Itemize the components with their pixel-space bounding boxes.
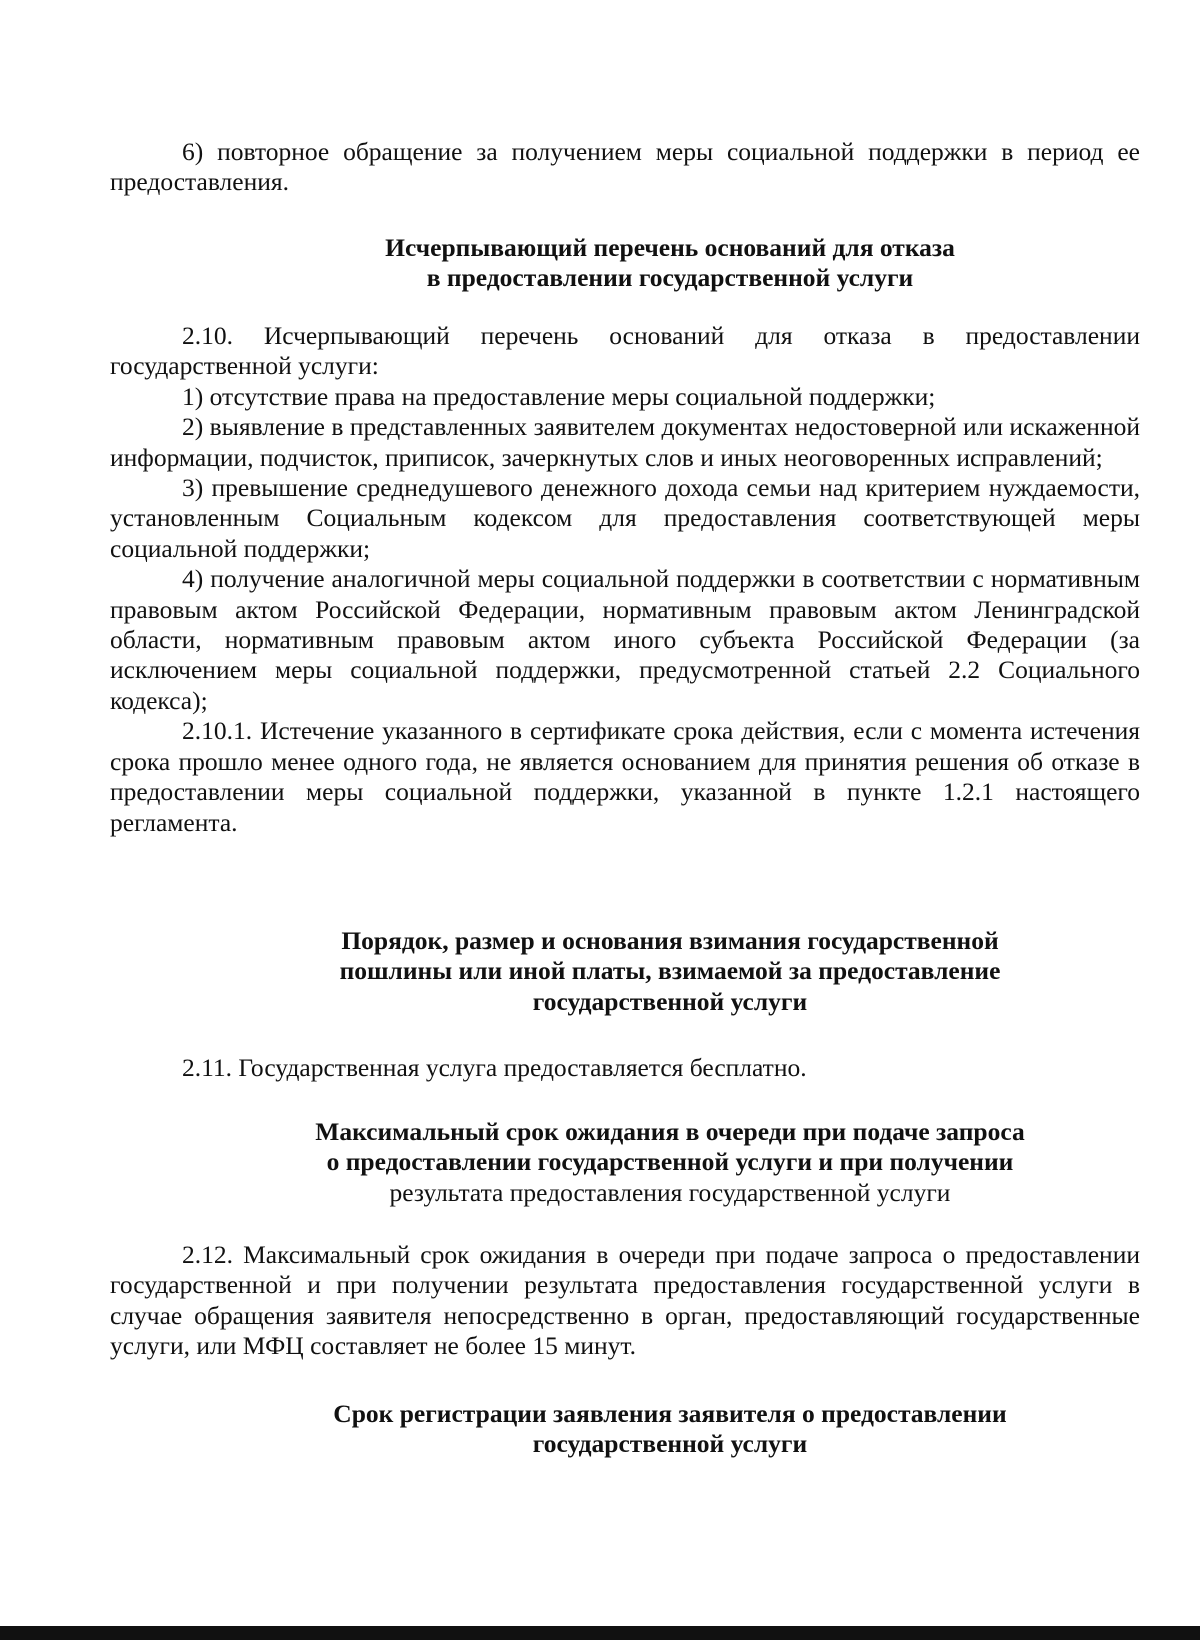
heading-refusal <box>110 233 1200 294</box>
heading-fee-line1: Порядок, размер и основания взимания государственной <box>341 926 999 955</box>
section-2-10-intro: 2.10. Исчерпывающий перечень оснований для отказа в предоставлении государственной услуги: <box>110 321 1140 381</box>
paragraph-6: 6) повторное обращение за получением меры социальной поддержки в период ее предоставления. <box>110 137 1140 197</box>
heading-queue <box>110 1117 1200 1208</box>
heading-fee <box>110 926 1200 1017</box>
heading-fee-line3: государственной услуги <box>532 986 808 1016</box>
section-2-10-item4: 4) получение аналогичной меры социальной поддержки в соответствии с нормативным правовым актом Российской Федерации, нормативным правовым актом Ленинградской области, нормативным правовым актом иного субъекта Российской Федерации (за исключением меры социальной поддержки, предусмотренной статьей 2.2 Социального кодекса); <box>110 564 1140 715</box>
section-2-11: 2.11. Государственная услуга предоставляется бесплатно. <box>182 1053 807 1082</box>
heading-registration-line2: государственной услуги <box>532 1429 808 1459</box>
heading-registration <box>110 1399 1200 1460</box>
section-2-10-item1: 1) отсутствие права на предоставление меры социальной поддержки; <box>182 381 936 411</box>
heading-queue-line1: Максимальный срок ожидания в очереди при подаче запроса <box>315 1117 1025 1146</box>
section-2-10-1: 2.10.1. Истечение указанного в сертификате срока действия, если с момента истечения срока прошло менее одного года, не является основанием для принятия решения об отказе в предоставлении меры социальной поддержки, указанной в пункте 1.2.1 настоящего регламента. <box>110 716 1140 837</box>
scan-edge-bar <box>0 1626 1200 1640</box>
paragraph-6-block <box>110 137 1140 198</box>
heading-registration-line1: Срок регистрации заявления заявителя о предоставлении <box>333 1399 1007 1428</box>
heading-queue-line3: результата предоставления государственной услуги <box>389 1177 951 1207</box>
section-2-10-item3: 3) превышение среднедушевого денежного дохода семьи над критерием нуждаемости, установленным Социальным кодексом для предоставления соответствующей меры социальной поддержки; <box>110 473 1140 563</box>
section-2-10-item2: 2) выявление в представленных заявителем документах недостоверной или искаженной информации, подчисток, приписок, зачеркнутых слов и иных неоговоренных исправлений; <box>110 412 1140 472</box>
heading-fee-line2: пошлины или иной платы, взимаемой за предоставление <box>339 956 1001 986</box>
heading-refusal-line1: Исчерпывающий перечень оснований для отказа <box>385 233 955 262</box>
section-2-10 <box>110 321 1140 838</box>
heading-refusal-line2: в предоставлении государственной услуги <box>426 263 914 293</box>
section-2-12: 2.12. Максимальный срок ожидания в очереди при подаче запроса о предоставлении государственной и при получении результата предоставления государственной услуги в случае обращения заявителя непосредственно в орган, предоставляющий государственные услуги, или МФЦ составляет не более 15 минут. <box>110 1240 1140 1361</box>
section-2-11-block <box>110 1053 1140 1083</box>
heading-queue-line2: о предоставлении государственной услуги и при получении <box>326 1147 1014 1177</box>
section-2-12-block <box>110 1240 1140 1362</box>
